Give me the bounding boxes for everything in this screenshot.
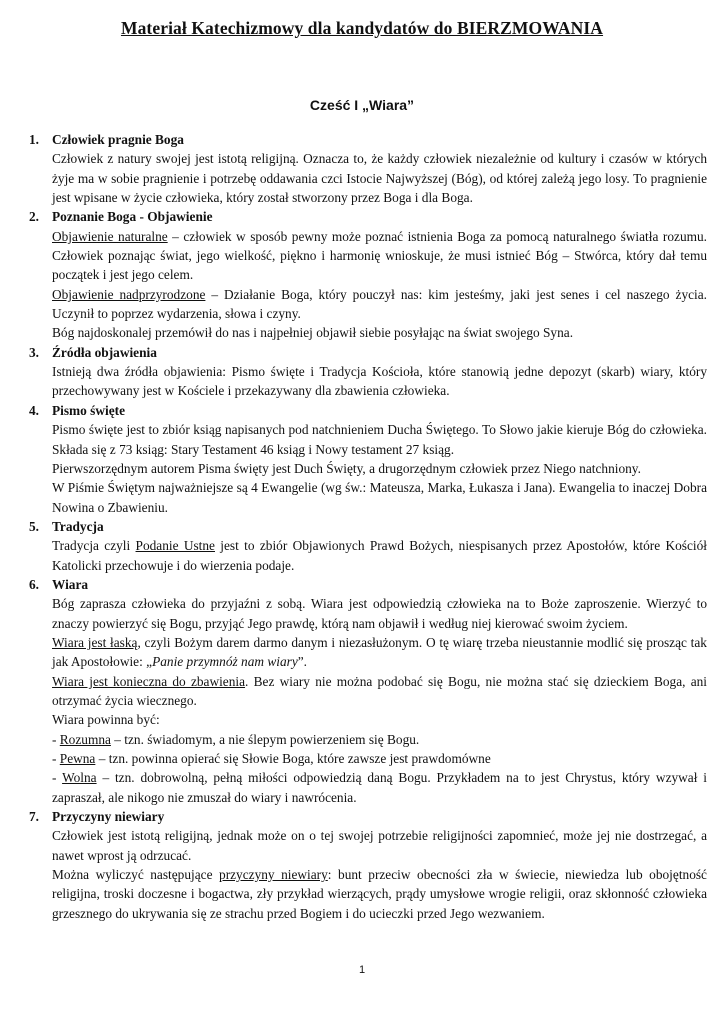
section-heading-3 <box>29 343 707 362</box>
paragraph-text: – Działanie Boga, który pouczył nas: kim jesteśmy, jaki jest senes i cel naszego życia. Uczynił to poprzez wydarzenia, słowa i czyny. <box>52 286 707 322</box>
section-heading-5 <box>29 517 707 536</box>
bullet-dash: - <box>52 751 60 766</box>
term-underlined: Objawienie naturalne <box>52 228 168 244</box>
paragraph: Człowiek z natury swojej jest istotą religijną. Oznacza to, że każdy człowiek niezależnie od kultury i czasów w których żyje ma w sobie pragnienie i potrzebę oddawania czci Istocie Najwyższej (Bóg), od której zależą jego losy. To pragnienie jest wpisane w życie człowieka, który został stworzony przez Boga i dla Boga. <box>52 151 707 206</box>
section-heading-text: Poznanie Boga - Objawienie <box>52 209 213 225</box>
paragraph: Bóg najdoskonalej przemówił do nas i najpełniej objawił siebie posyłając na świat swojego Syna. <box>52 325 574 341</box>
term-underlined: Wolna <box>62 770 97 786</box>
paragraph-text: Można wyliczyć następujące <box>52 867 220 883</box>
paragraph-text: – tzn. dobrowolną, pełną miłości odpowiedzią daną Bogu. Przykładem na to jest Chrystus, który wzywał i zapraszał, ale nikogo nie zmuszał do wiary i nawrócenia. <box>52 770 707 805</box>
term-underlined: Wiara jest łaską <box>52 634 138 650</box>
term-underlined: Wiara jest konieczna do zbawienia <box>52 673 246 689</box>
section-heading-text: Przyczyny niewiary <box>52 809 165 825</box>
bullet-item <box>52 768 707 807</box>
section-heading-text: Wiara <box>52 576 89 592</box>
section-number: 6. <box>29 576 40 592</box>
paragraph: W Piśmie Świętym najważniejsze są 4 Ewangelie (wg św.: Mateusza, Marka, Łukasza i Jana). Ewangelia to inaczej Dobra Nowina o Zbawieniu. <box>52 480 707 515</box>
paragraph: Istnieją dwa źródła objawienia: Pismo święte i Tradycja Kościoła, które stanowią jedne depozyt (skarb) wiary, który przechowywany jest w Kościele i przekazywany dla zbawienia człowieka. <box>52 364 707 399</box>
section-heading-7 <box>29 807 707 826</box>
paragraph-text: – tzn. powinna opierać się Słowie Boga, które zawsze jest prawdomówne <box>95 751 491 766</box>
term-underlined: Rozumna <box>59 731 111 747</box>
paragraph: Bóg zaprasza człowieka do przyjaźni z sobą. Wiara jest odpowiedzią człowieka na to Boże zaproszenie. Wierzyć to znaczy powierzyć się Bogu, przyjąć Jego prawdę, którą nam objawił i według niej kierować swoim życiem. <box>52 596 707 631</box>
section-number: 3. <box>29 344 40 360</box>
paragraph-text: – człowiek w sposób pewny może poznać istnienia Boga za pomocą naturalnego światła rozumu. Człowiek poznając świat, jego wielkość, piękno i harmonię wnioskuje, że musi istnieć Bóg – Stwórca, który dał temu początek i jest jego celem. <box>52 228 708 283</box>
section-number: 1. <box>29 132 40 147</box>
paragraph: Człowiek jest istotą religijną, jednak może on o tej swojej potrzebie religijności zapomnieć, może jej nie dostrzegać, a nawet wprost ją odrzucać. <box>52 828 707 863</box>
paragraph <box>52 633 707 672</box>
term-underlined: przyczyny niewiary <box>219 867 328 883</box>
paragraph: Pismo święte jest to zbiór ksiąg napisanych pod natchnieniem Ducha Świętego. To Słowo jakie kieruje Bóg do człowieka. Składa się z 73 ksiąg: Stary Testament 46 ksiąg i Nowy testament 27 ksiąg. <box>52 422 707 457</box>
paragraph-text: . Bez wiary nie można podobać się Bogu, nie można stać się dzieckiem Boga, ani otrzymać życia wiecznego. <box>52 673 707 708</box>
section-heading-text: Źródła objawienia <box>52 344 157 360</box>
section-heading-2 <box>29 207 707 226</box>
section-heading-text: Tradycja <box>52 518 104 534</box>
section-heading-text: Pismo święte <box>52 402 125 418</box>
term-underlined: Podanie Ustne <box>135 538 215 554</box>
paragraph-text: , czyli Bożym darem darmo danym i niezasłużonym. O tę wiarę trzeba nieustannie modlić się prosząc tak jak Apostołowie: „ <box>52 634 707 670</box>
document-body <box>29 130 708 923</box>
bullet-item <box>52 749 707 768</box>
section-number: 4. <box>29 402 40 418</box>
bullet-dash: - <box>52 770 63 786</box>
paragraph <box>52 285 707 324</box>
bullet-item <box>52 730 707 749</box>
section-heading-text: Człowiek pragnie Boga <box>52 132 184 147</box>
paragraph <box>52 227 707 285</box>
section-heading-6 <box>29 575 707 594</box>
section-heading-1 <box>29 130 707 149</box>
paragraph <box>52 536 707 575</box>
paragraph-text: : bunt przeciw obecności zła w świecie, niewiedza lub obojętność religijna, troski doczesne i bogactwa, zły przykład wierzących, prądy umysłowe wrogie religii, oraz skłonność człowieka grzesznego do ukrywania się ze strachu przed Bogiem i do ucieczki przed Jego wezwaniem. <box>52 867 707 921</box>
quote-italic: Panie przymnóż nam wiary <box>152 654 298 670</box>
page-number: 1 <box>358 964 366 976</box>
paragraph-text: – tzn. świadomym, a nie ślepym powierzeniem się Bogu. <box>110 731 420 747</box>
section-number: 7. <box>29 809 40 825</box>
section-number: 2. <box>29 209 40 225</box>
section-heading-4 <box>29 401 707 420</box>
paragraph-text: jest to zbiór Objawionych Prawd Bożych, niespisanych przez Apostołów, które Kościół Katolicki przechowuje i do wierzenia podaje. <box>52 538 707 573</box>
paragraph-text: ”. <box>297 654 308 670</box>
term-underlined: Pewna <box>59 751 96 766</box>
document-title: Materiał Katechizmowy dla kandydatów do BIERZMOWANIA <box>120 18 604 38</box>
bullet-dash: - <box>52 731 60 747</box>
paragraph: Wiara powinna być: <box>52 712 160 728</box>
part-title: Cześć I „Wiara” <box>309 97 415 113</box>
paragraph: Pierwszorzędnym autorem Pisma święty jest Duch Święty, a drugorzędnym człowiek przez Niego natchniony. <box>52 460 641 476</box>
section-number: 5. <box>29 518 40 534</box>
paragraph <box>52 672 707 711</box>
term-underlined: Objawienie nadprzyrodzone <box>52 286 206 302</box>
paragraph-text: Tradycja czyli <box>52 538 136 554</box>
paragraph <box>52 865 707 923</box>
